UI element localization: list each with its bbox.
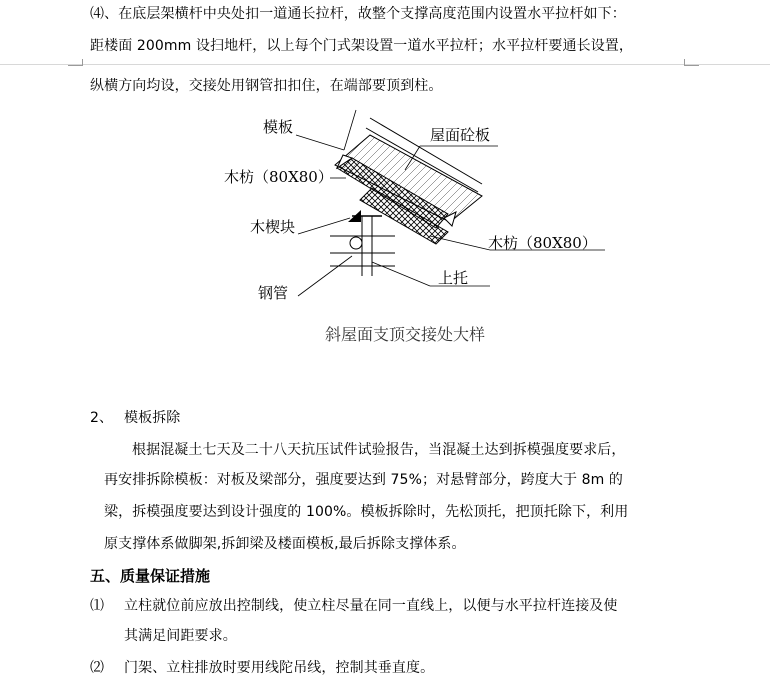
item-1-line-1: 立柱就位前应放出控制线，使立柱尽量在同一直线上，以便与水平拉杆连接及使 xyxy=(124,598,618,614)
paragraph-4-line-3: 纵横方向均设，交接处用钢管扣扣住，在端部要顶到柱。 xyxy=(90,78,443,94)
leader-top-support xyxy=(372,262,430,286)
label-timber-right: 木枋（80X80） xyxy=(488,234,597,252)
label-roof-concrete: 屋面砼板 xyxy=(430,126,491,144)
leader-timber-right xyxy=(430,236,490,250)
item-1-line-2: 其满足间距要求。 xyxy=(124,628,237,644)
leader-steel-pipe xyxy=(298,256,352,296)
section-2-line-2: 再安排拆除模板：对板及梁部分，强度要达到 75%；对悬臂部分，跨度大于 8m 的 xyxy=(104,472,624,488)
paragraph-4-line-1: ⑷、在底层架横杆中央处扣一道通长拉杆，故整个支撑高度范围内设置水平拉杆如下： xyxy=(90,6,626,22)
label-timber-left: 木枋（80X80） xyxy=(224,168,333,186)
section-2-heading: 模板拆除 xyxy=(124,410,181,426)
paragraph-4-line-2: 距楼面 200mm 设扫地杆，以上每个门式架设置一道水平拉杆；水平拉杆要通长设置， xyxy=(90,38,633,54)
section-2-line-4: 原支撑体系做脚架,拆卸梁及楼面模板,最后拆除支撑体系。 xyxy=(104,536,466,552)
section-2-line-3: 梁，拆模强度要达到设计强度的 100%。模板拆除时，先松顶托，把顶托除下，利用 xyxy=(104,504,629,520)
leader-formwork-slant xyxy=(344,110,356,150)
section-5-heading: 五、质量保证措施 xyxy=(90,567,211,585)
figure-caption: 斜屋面支顶交接处大样 xyxy=(325,325,486,344)
label-formwork: 模板 xyxy=(263,118,294,136)
leader-formwork xyxy=(296,135,344,150)
item-1-number: ⑴ xyxy=(90,598,105,614)
label-wedge: 木楔块 xyxy=(250,218,296,236)
leader-wedge xyxy=(298,218,350,234)
label-top-support: 上托 xyxy=(438,269,469,287)
section-2-number: 2、 xyxy=(90,410,114,426)
section-2-line-1: 根据混凝土七天及二十八天抗压试件试验报告，当混凝土达到拆模强度要求后， xyxy=(132,442,626,458)
label-steel-pipe: 钢管 xyxy=(258,284,289,302)
item-2-number: ⑵ xyxy=(90,660,105,676)
wood-wedge-block xyxy=(348,210,361,222)
item-2-line-1: 门架、立柱排放时要用线陀吊线，控制其垂直度。 xyxy=(124,660,435,676)
steel-pipe-section xyxy=(350,237,362,249)
